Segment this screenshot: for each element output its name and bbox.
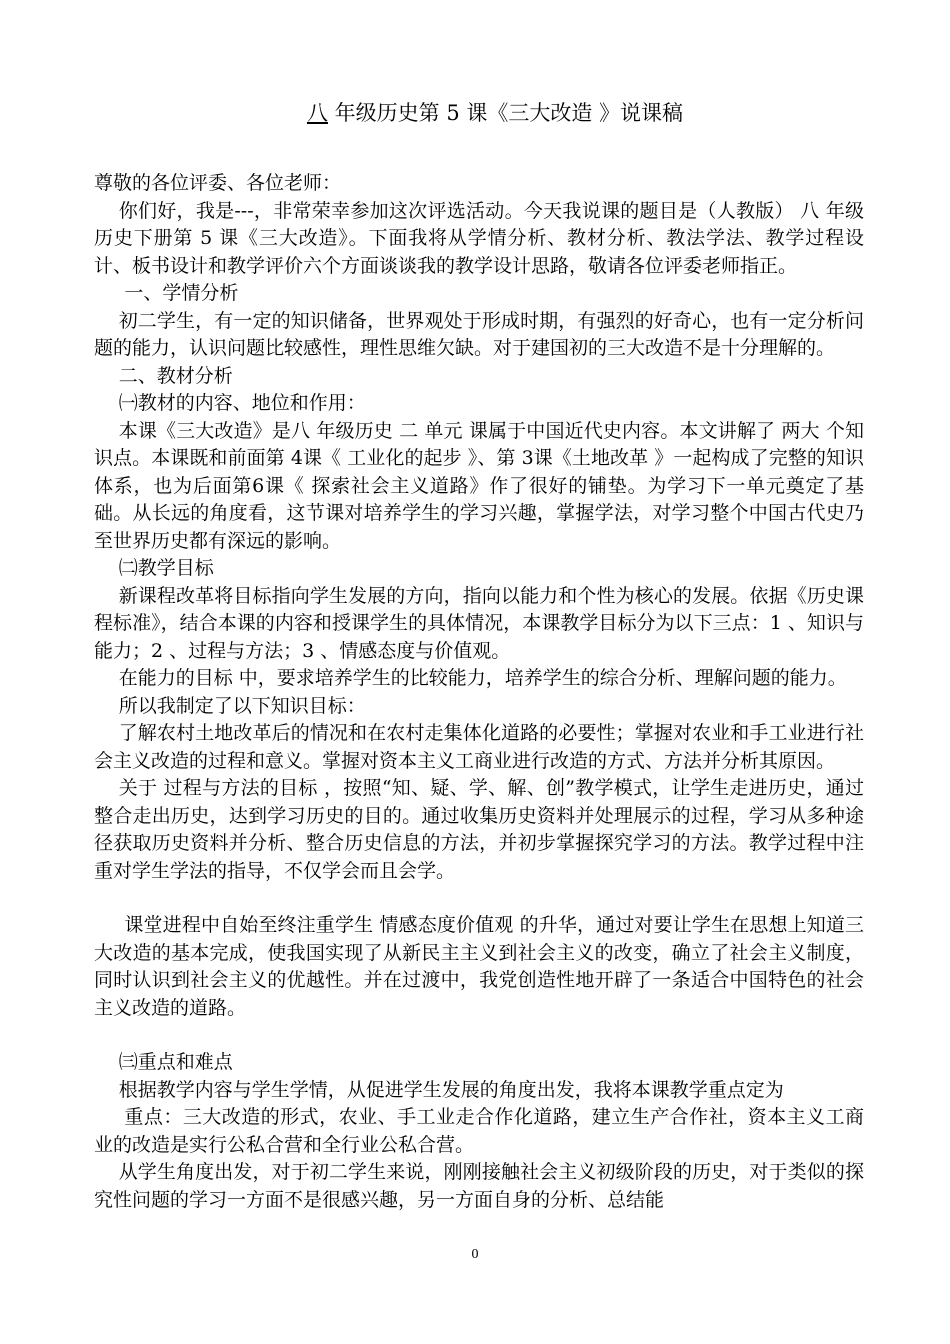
heading-student-analysis: 一、学情分析: [124, 282, 239, 304]
attitude-value-paragraph: 课堂进程中自始至终注重学生 情感态度价值观 的升华，通过对要让学生在思想上知道三大改造的基本完成，使我国实现了从新民主主义到社会主义的改变，确立了社会主义制度，同时认识到社会主义的优越性。并在过渡中，我党创造性地开辟了一条适合中国特色的社会主义改造的道路。: [94, 914, 864, 1019]
subheading-key-difficult: ㈢重点和难点: [118, 1051, 233, 1073]
teaching-goals-paragraph: 新课程改革将目标指向学生发展的方向，指向以能力和个性为核心的发展。依据《历史课程标准》，结合本课的内容和授课学生的具体情况，本课教学目标分为以下三点：1 、知识与能力；2 、过程与方法；3 、情感态度与价值观。: [94, 584, 864, 662]
title-grade: 八: [306, 101, 328, 125]
knowledge-goal-intro: 所以我制定了以下知识目标：: [118, 694, 366, 717]
title-rest: 年级历史第 5 课《三大改造 》说课稿: [327, 101, 684, 125]
blank-line: [94, 885, 864, 912]
key-point-paragraph: 重点：三大改造的形式，农业、手工业走合作化道路，建立生产合作社，资本主义工商业的改造是实行公私合营和全行业公私合营。: [94, 1106, 864, 1156]
page-number: 0: [471, 1247, 479, 1262]
salutation: 尊敬的各位评委、各位老师：: [94, 172, 342, 194]
subheading-teaching-goals: ㈡教学目标: [118, 557, 214, 579]
intro-paragraph: 你们好，我是---，非常荣幸参加这次评选活动。今天我说课的题目是（人教版） 八 年级历史下册第 5 课《三大改造》。下面我将从学情分析、教材分析、教法学法、教学过程设计、板书设计和教学评价六个方面谈谈我的教学设计思路，敬请各位评委老师指正。: [94, 199, 864, 277]
heading-textbook-analysis: 二、教材分析: [118, 364, 233, 387]
key-point-intro: 根据教学内容与学生学情，从促进学生发展的角度出发，我将本课教学重点定为: [118, 1078, 784, 1101]
document-title: [0, 98, 950, 128]
knowledge-goal-paragraph: 了解农村土地改革后的情况和在农村走集体化道路的必要性；掌握对农业和手工业进行社会主义改造的过程和意义。掌握对资本主义工商业进行改造的方式、方法并分析其原因。: [94, 722, 864, 772]
ability-goal-paragraph: 在能力的目标 中，要求培养学生的比较能力，培养学生的综合分析、理解问题的能力。: [118, 667, 847, 689]
student-analysis-paragraph: 初二学生，有一定的知识储备，世界观处于形成时期，有强烈的好奇心，也有一定分析问题的能力，认识问题比较感性，理性思维欠缺。对于建国初的三大改造不是十分理解的。: [94, 309, 864, 359]
blank-line: [94, 1022, 864, 1049]
difficulty-paragraph: 从学生角度出发，对于初二学生来说，刚刚接触社会主义初级阶段的历史，对于类似的探究性问题的学习一方面不是很感兴趣，另一方面自身的分析、总结能: [94, 1161, 864, 1211]
subheading-content-position: ㈠教材的内容、地位和作用：: [118, 392, 366, 414]
document-body: [94, 170, 864, 1214]
process-method-paragraph: 关于 过程与方法的目标 ，按照“知、疑、学、解、创”教学模式，让学生走进历史，通过整合走出历史，达到学习历史的目的。通过收集历史资料并处理展示的过程，学习从多种途径获取历史资料并分析、整合历史信息的方法，并初步掌握探究学习的方法。教学过程中注重对学生学法的指导，不仅学会而且会学。: [94, 777, 864, 882]
content-position-paragraph: 本课《三大改造》是八 年级历史 二 单元 课属于中国近代史内容。本文讲解了 两大 个知识点。本课既和前面第 4课《 工业化的起步 》、第 3课《土地改革 》一起构成了完整的知识体系，也为后面第6课《 探索社会主义道路》作了很好的铺垫。为学习下一单元奠定了基础。从长远的角度看，这节课对培养学生的学习兴趣，掌握学法，对学习整个中国古代史乃至世界历史都有深远的影响。: [94, 419, 864, 552]
